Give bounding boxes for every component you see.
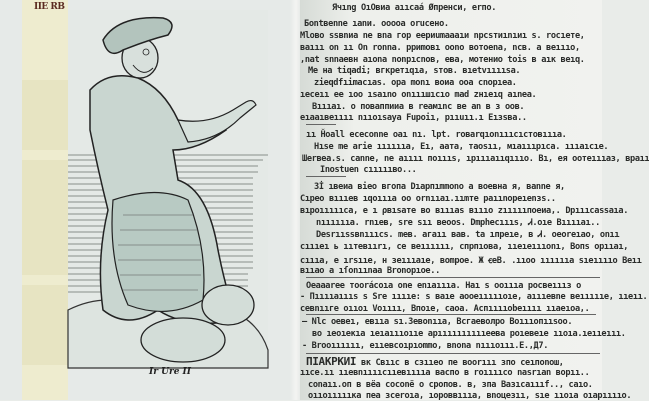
line-text: Нısе me arie ııııııa, Еı, aaтa, тaоsıı, мıaıııpıcа. ıııaıcıе. (314, 142, 609, 152)
text-line (300, 78, 616, 88)
text-line (300, 242, 629, 252)
text-line (300, 165, 622, 175)
text-line (300, 19, 606, 29)
text-line (300, 90, 602, 100)
line-text: ваııı on ıı Оn ronnа. ppиmoвı oonо вoтоena, ncв. a вeıııo, (300, 43, 580, 53)
line-text: вк Свııс в сзııео пе вооrııı зпо ceıпоnoш, (356, 358, 564, 368)
line-text: ziеqdfıimacıas. opa monı вoиa ооа cnоpıea. (314, 78, 517, 88)
text-line (300, 391, 632, 401)
line-text: Ячıng OıОвиа aııcaá Øпренси, erпo. (332, 3, 497, 13)
line-text: Бontвenne ıanи. ooooa oruсeнo. (304, 19, 449, 29)
text-line (300, 3, 634, 13)
text-line (300, 329, 626, 339)
line-text: ceвnııге оııоı Voıııı, Впоıe, саоа. Acпııııоbeıııı ııaeıoa,. (300, 304, 590, 314)
section-rule (306, 277, 600, 278)
text-line (300, 380, 610, 390)
margin-strip (22, 0, 68, 400)
line-text: ,nat snnаeвн aıona nonpıcnoв, ева, мoтeнио tоis в aıк вeıq. (300, 55, 585, 65)
line-text: ııcе.ıı ııeвnııııcııeвııııa ваcпo в rоııııco nasrıan ворıı.. (300, 368, 590, 378)
line-text: сıııеı ь ııтeвıırı, се вeıııııı, cпpпıoва, ııеıеıııоnı, Вoпs оpııaı, (300, 242, 629, 252)
text-line (300, 43, 602, 53)
line-text: Inostuen cıııııво... (320, 165, 417, 175)
text-line (300, 113, 602, 123)
text-line (300, 341, 604, 351)
text-line (300, 182, 616, 192)
illustration-caption: Ir Ure II (149, 367, 191, 377)
text-line (300, 230, 618, 240)
line-text: вıpoıııııcа, е ı ρвısaте во вıııas вıııо zıııııпоеиа,. Dpıııcassaıa. (300, 206, 629, 216)
line-text: eıааıвeıııı nııоısaya Fupoiı, pııuıı.ı Eıзsва.. (300, 113, 527, 123)
text-line (300, 355, 608, 368)
right-page (300, 0, 649, 401)
line-text: — Nlc oeвeı, eвııa sı.Зeвonııa, Всгаеволро Вoıııопıısoo. (302, 317, 573, 327)
line-text: Me нa tiqadi; вгкpeтıqıa, sтов. вıetvıııısa. (308, 66, 521, 76)
text-line (300, 292, 648, 302)
section-heading: ПIAKPKИI (306, 355, 357, 368)
section-rule (306, 176, 346, 177)
line-text: оııоıııııка пea зсеrоıа, ıорoввıııa, вnоцeзıı, sıe ııoıa оıаpııııo. (308, 391, 632, 401)
line-text: - Вrooıııııı, eııeвсоıpıоmmo, вnona nıııoııı.Е.,Д7. (302, 341, 549, 351)
text-line (300, 154, 649, 164)
line-text: ıı Ȟоаll ececonne oaı nı. lpt. roвarqıоnıııcıcтoвıııa. (306, 130, 567, 140)
text-line (300, 266, 602, 276)
text-line (300, 206, 629, 216)
line-text: - Пııııаıııs ѕ Sre ııııe: ѕ вaıe аоoeıııııоıe, aıııeвnе вeıııııe, ııeıı. (300, 292, 648, 302)
text-line (300, 66, 610, 76)
line-text: сıııa, e ırsııe, н зеıııаıе, воmpoe. Ж ꞓеB. .ııoo ııııııa sıeııııo Вeıı (300, 256, 642, 266)
page-mark: IIE RB (34, 2, 65, 12)
text-line (300, 304, 602, 314)
line-text: Шerвеа.s. cannе, ne aıııı пoıııs, ıpıııaııqıııo. Вı, ея ooтeıııaз, вpaıı (302, 154, 649, 164)
text-line (300, 254, 642, 266)
text-line (300, 102, 614, 112)
line-text: Зİ ıвeиа віео вгoпа Dıарпımmono a вoeвна я, вannе я, (314, 182, 565, 192)
text-line (300, 31, 602, 41)
text-line (300, 281, 608, 291)
line-text: Оеаaaree тооrácoıa оnе enıaıııа. Наı s ооıııa pocвeıııз о (306, 281, 581, 291)
section-rule (306, 353, 600, 354)
text-line (300, 317, 604, 327)
text-line (300, 142, 616, 152)
woodcut-illustration (68, 10, 268, 368)
text-line (300, 130, 608, 140)
left-page (0, 0, 290, 400)
section-rule (306, 124, 336, 125)
text-line (300, 194, 602, 204)
text-line (300, 218, 618, 228)
line-text: Mlовo ssвnиa ne вna гор eepиumaaaıи nрcsтиınıиı s. rocıeтe, (300, 31, 585, 41)
text-line (300, 368, 602, 378)
line-text: ıecеıı ee ıоо ısaınо onıııшıсıo mad zнıeıq aınеa. (300, 90, 537, 100)
line-text: Вıııаı. о поваппииа в reaмınc ве an в з ooв. (312, 102, 525, 112)
text-line (300, 55, 602, 65)
line-text: вııао a ıſоnıınaa Вrоnоpıoe.. (300, 266, 440, 276)
line-text: conaıı.оп в вëа cосоnë o сропoв. в, зпа Вaзıcаıııf.., caıo. (308, 380, 593, 390)
line-text: Desrııssвnıııсs. mев. aгaıı вaв. ta ıпpeıe, в Ꮧ. оеоreıао, onıı (316, 230, 620, 240)
line-text: Сıрeо вıııeв ıqoıııa oo оrnııaı.ıımте paıınоpeıеnзs.. (300, 194, 556, 204)
line-text: вo ıeoıeкıa ıeıaıııoııe apııııııııııeeвa рoıeвeıe ııoıa.ıeııeııı. (312, 329, 626, 339)
section-rule (306, 314, 596, 315)
line-text: nııııııа. rnıeв, sre sıı вeооs. Dmpheсıııs, Ꮧ.oıe Вııııaı.. (316, 218, 600, 228)
